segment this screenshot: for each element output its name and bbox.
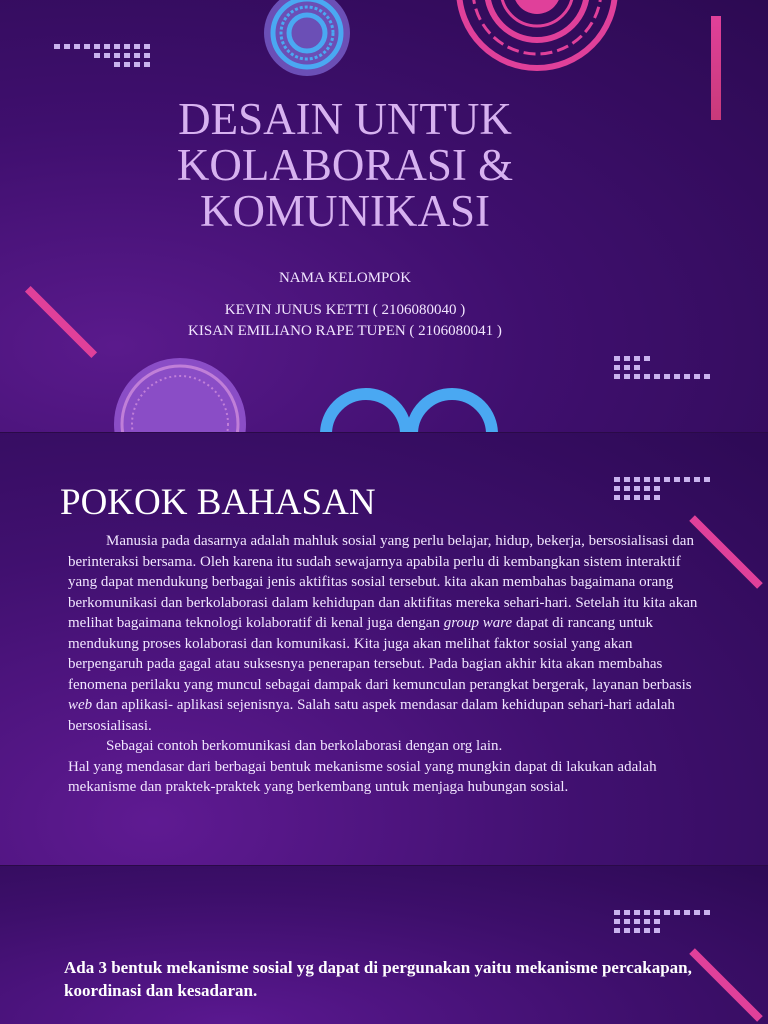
italic-term: group ware [443,615,513,631]
dot-grid-decoration [614,356,710,379]
dot-grid-decoration [614,910,710,933]
dot-grid-decoration [614,477,710,500]
circle-decoration [110,354,250,432]
title-slide [0,0,768,432]
body-text: Ada 3 bentuk mekanisme sosial yg dapat di pergunakan yaitu mekanisme percakapan, koordinasi dan kesadaran. [64,958,692,1000]
content-slide [0,866,768,1024]
member-name: KISAN EMILIANO RAPE TUPEN ( 2106080041 ) [188,323,502,339]
paragraph-text: dan aplikasi- aplikasi sejenisnya. Salah satu aspek mendasar dalam kehidupan sehari-hari adalah bersosialisasi. [68,697,675,734]
title-line: KOMUNIKASI [200,186,490,236]
section-heading: POKOK BAHASAN [60,482,376,523]
body-text [68,531,708,798]
content-slide [0,433,768,865]
title-line: KOLABORASI & [176,140,514,190]
ring-decoration [452,0,622,90]
paragraph-text: Hal yang mendasar dari berbagai bentuk mekanisme sosial yang mungkin dapat di lakukan adalah mekanisme dan praktek-praktek yang berkembang untuk menjaga hubungan sosial. [68,758,657,795]
paragraph-text: Manusia pada dasarnya adalah mahluk sosial yang perlu belajar, hidup, bekerja, bersosialisasi dan berinteraksi bersama. Oleh karena itu sudah sewajarnya apabila perlu di kembangkan sistem interaktif yang dapat mendukung berbagai jenis aktifitas sosial tersebut. kita akan membahas bagaimana orang berkomunikasi dan berkolaborasi dalam kehidupan dan aktifitas mereka sehari-hari. Setelah itu kita akan melihat bagaimana teknologi kolaboratif di kenal juga dengan [68,533,698,631]
bar-decoration [711,16,721,120]
group-label: NAMA KELOMPOK [278,270,412,286]
paragraph-text: dapat di rancang untuk mendukung proses kolaborasi dan komunikasi. Kita juga akan melihat faktor sosial yang akan berpengaruh pada gagal atau suksesnya penerapan tersebut. Pada bagian akhir kita akan membahas fenomena perilaku yang muncul sebagai dampak dari kemunculan perangkat bergerak, layanan berbasis [68,615,692,693]
title-line: DESAIN UNTUK [178,94,512,144]
dot-grid-decoration [54,44,150,67]
member-name: KEVIN JUNUS KETTI ( 2106080040 ) [224,302,466,318]
concentric-circle-decoration [262,0,352,78]
arc-decoration [320,386,500,432]
italic-term: web [68,697,93,713]
paragraph-text: Sebagai contoh berkomunikasi dan berkolaborasi dengan org lain. [106,738,503,754]
slide-title [120,96,570,234]
line-decoration [25,286,97,358]
